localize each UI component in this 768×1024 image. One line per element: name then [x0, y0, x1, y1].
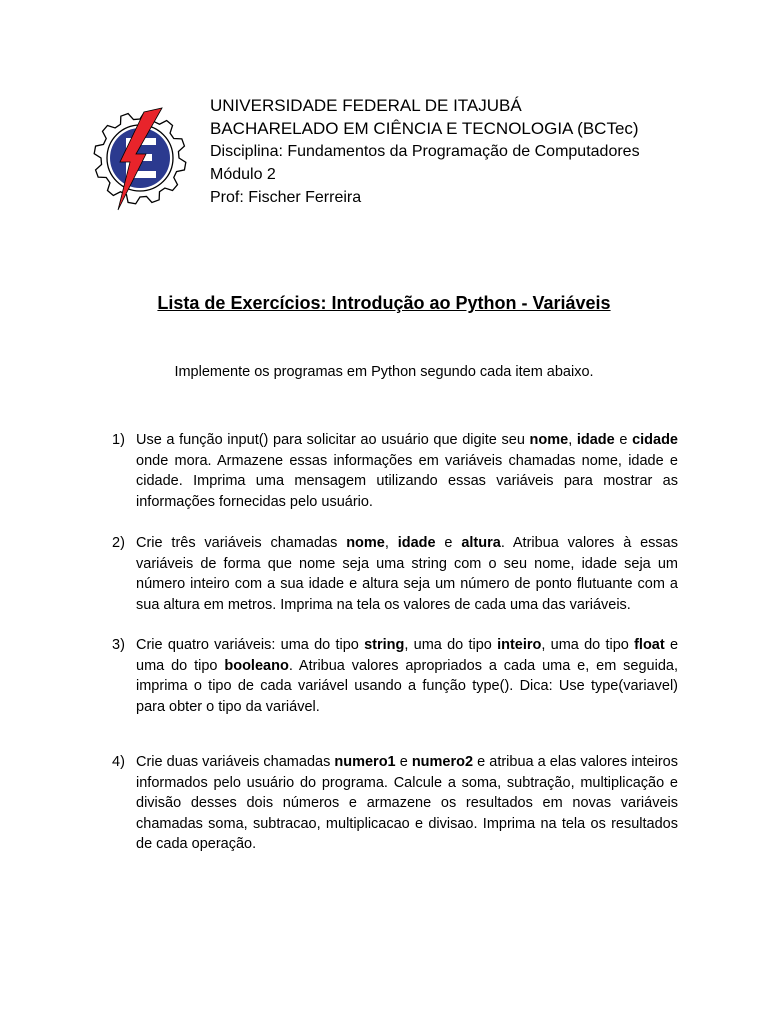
header-program: BACHARELADO EM CIÊNCIA E TECNOLOGIA (BCTec): [210, 119, 639, 138]
header-discipline: Disciplina: Fundamentos da Programação de Computadores: [210, 143, 640, 160]
exercise-text: Crie três variáveis chamadas nome, idade e altura. Atribua valores à essas variáveis de forma que nome seja uma string com o seu nome, idade seja um número inteiro com a sua idade e altura seja um número de ponto flutuante com a sua altura em metros. Imprima na tela os valores de cada uma das variáveis.: [136, 535, 678, 613]
header-professor: Prof: Fischer Ferreira: [210, 189, 362, 206]
exercise-text: Crie quatro variáveis: uma do tipo string, uma do tipo inteiro, uma do tipo float e uma do tipo booleano. Atribua valores apropriados a cada uma e, em seguida, imprima o tipo de cada variável usando a função type(). Dica: Use type(variavel) para obter o tipo da variável.: [136, 637, 679, 715]
exercise-text: Crie duas variáveis chamadas numero1 e numero2 e atribua a elas valores inteiros informados pelo usuário do programa. Calcule a soma, subtração, multiplicação e divisão desses dois números e armazene os resultados em novas variáveis chamadas soma, subtracao, multiplicacao e divisao. Imprima na tela os resultados de cada operação.: [136, 754, 678, 853]
unifei-gear-logo-icon: [92, 100, 188, 216]
exercise-number: 4): [112, 754, 125, 770]
exercise-number: 2): [112, 535, 125, 551]
page-title: Lista de Exercícios: Introdução ao Python - Variáveis: [157, 293, 611, 313]
header-university: UNIVERSIDADE FEDERAL DE ITAJUBÁ: [210, 96, 522, 115]
intro-text: Implemente os programas em Python segundo cada item abaixo.: [174, 364, 594, 380]
document-header: [210, 94, 640, 209]
header-module: Módulo 2: [210, 166, 276, 183]
exercise-number: 3): [112, 637, 125, 653]
exercise-text: Use a função input() para solicitar ao usuário que digite seu nome, idade e cidade onde mora. Armazene essas informações em variáveis chamadas nome, idade e cidade. Imprima uma mensagem utilizando essas variáveis para mostrar as informações fornecidas pelo usuário.: [136, 432, 678, 510]
exercise-number: 1): [112, 432, 125, 448]
